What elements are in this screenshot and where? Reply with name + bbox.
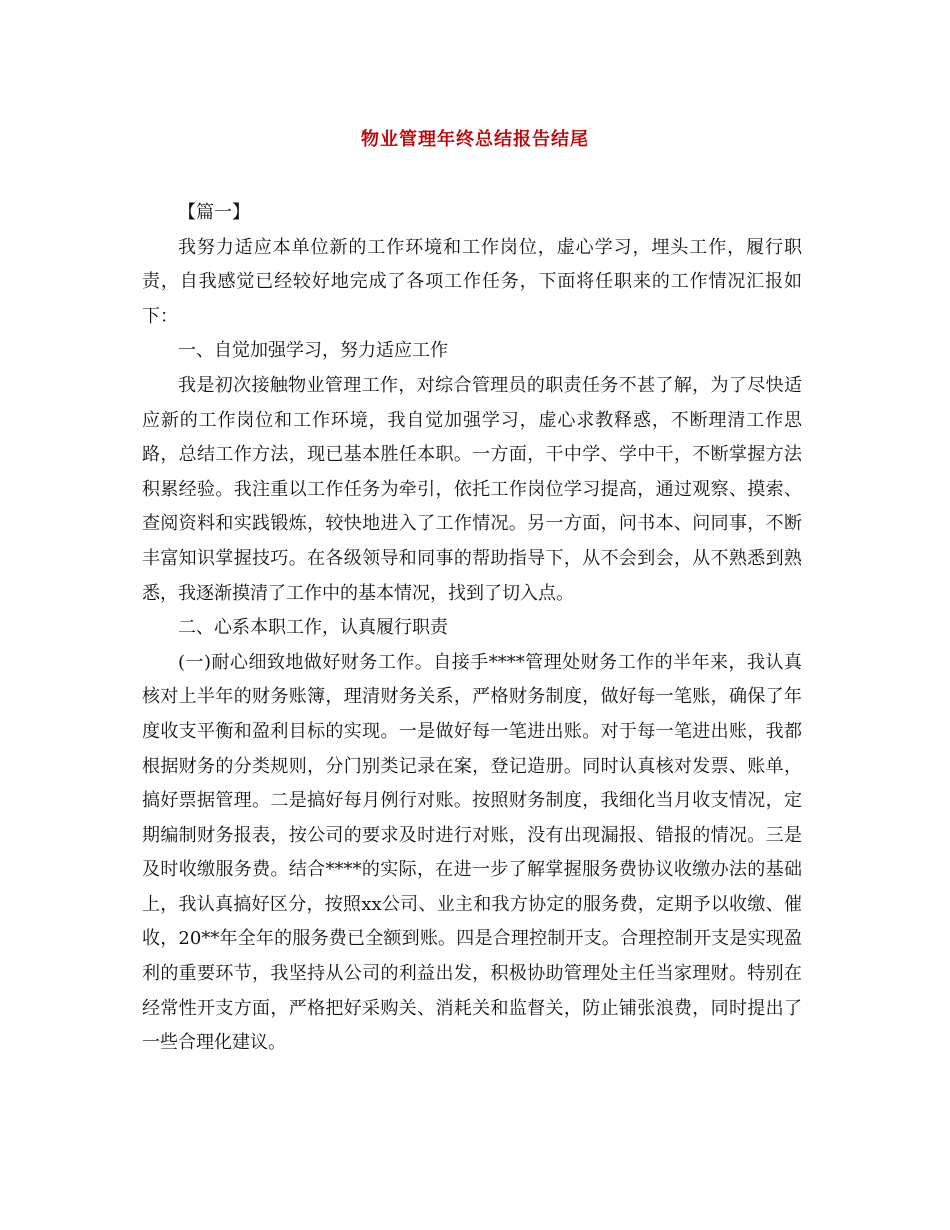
subsection-heading: 二、心系本职工作，认真履行职责 (178, 617, 448, 639)
document-title: 物业管理年终总结报告结尾 (361, 129, 589, 150)
paragraph: 我努力适应本单位新的工作环境和工作岗位，虚心学习，埋头工作，履行职责，自我感觉已经较好地完成了各项工作任务，下面将任职来的工作情况汇报如下： (142, 236, 802, 327)
paragraph: (一)耐心细致地做好财务工作。自接手****管理处财务工作的半年来，我认真核对上半年的财务账簿，理清财务关系，严格财务制度，做好每一笔账，确保了年度收支平衡和盈利目标的实现。一是做好每一笔进出账。对于每一笔进出账，我都根据财务的分类规则，分门别类记录在案，登记造册。同时认真核对发票、账单，搞好票据管理。二是搞好每月例行对账。按照财务制度，我细化当月收支情况，定期编制财务报表，按公司的要求及时进行对账，没有出现漏报、错报的情况。三是及时收缴服务费。结合****的实际，在进一步了解掌握服务费协议收缴办法的基础上，我认真搞好区分，按照xx公司、业主和我方协定的服务费，定期予以收缴、催收，20**年全年的服务费已全额到账。四是合理控制开支。合理控制开支是实现盈利的重要环节，我坚持从公司的利益出发，积极协助管理处主任当家理财。特别在经常性开支方面，严格把好采购关、消耗关和监督关，防止铺张浪费，同时提出了一些合理化建议。 (142, 651, 802, 1054)
document-body (142, 196, 802, 1061)
section-heading: 【篇一】 (178, 202, 250, 223)
paragraph: 我是初次接触物业管理工作，对综合管理员的职责任务不甚了解，为了尽快适应新的工作岗位和工作环境，我自觉加强学习，虚心求教释惑，不断理清工作思路，总结工作方法，现已基本胜任本职。一方面，干中学、学中干，不断掌握方法积累经验。我注重以工作任务为牵引，依托工作岗位学习提高，通过观察、摸索、查阅资料和实践锻炼，较快地进入了工作情况。另一方面，问书本、问同事，不断丰富知识掌握技巧。在各级领导和同事的帮助指导下，从不会到会，从不熟悉到熟悉，我逐渐摸清了工作中的基本情况，找到了切入点。 (142, 374, 802, 604)
subsection-heading: 一、自觉加强学习，努力适应工作 (178, 340, 448, 362)
